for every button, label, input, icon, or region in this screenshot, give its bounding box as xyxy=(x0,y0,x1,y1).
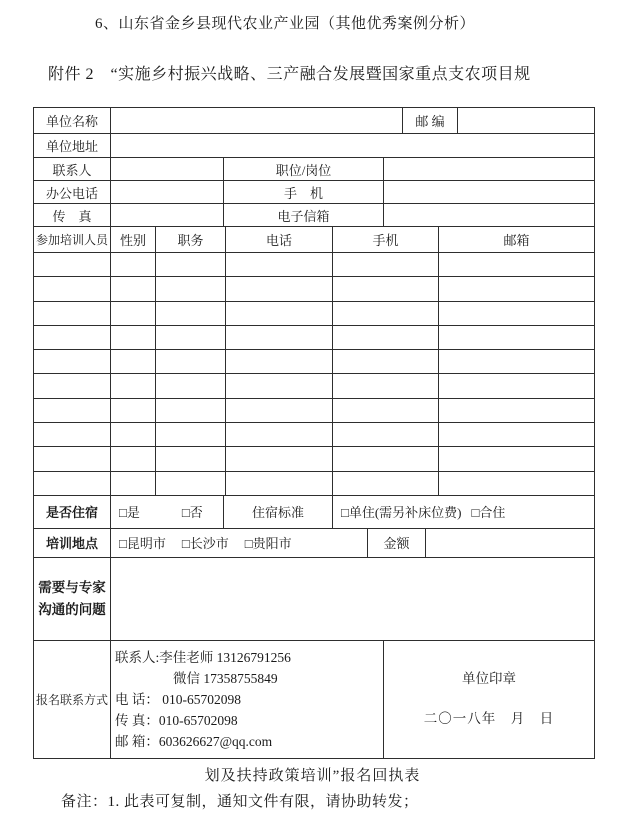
location-guiyang-checkbox[interactable]: □贵阳市 xyxy=(244,536,292,552)
accommodation-single-checkbox[interactable]: □单住(需另补床位费) xyxy=(341,505,462,521)
participant-mobile-field[interactable] xyxy=(333,302,439,326)
accommodation-yes-checkbox[interactable]: □是 xyxy=(119,505,140,521)
participant-mobile-field[interactable] xyxy=(333,472,439,496)
participant-mail-field[interactable] xyxy=(439,423,594,447)
participant-gender-field[interactable] xyxy=(111,472,156,496)
unit-address-label: 单位地址 xyxy=(34,134,111,158)
position-field[interactable] xyxy=(384,158,594,181)
location-label: 培训地点 xyxy=(34,529,111,558)
contact-email-line: 邮 箱：603626627@qq.com xyxy=(115,733,273,749)
participant-gender-field[interactable] xyxy=(111,447,156,471)
email-field[interactable] xyxy=(384,204,594,227)
participant-mobile-field[interactable] xyxy=(333,423,439,447)
participant-mobile-field[interactable] xyxy=(333,326,439,350)
participants-header-row xyxy=(34,227,594,253)
participant-empty-row xyxy=(34,399,594,423)
participant-name-field[interactable] xyxy=(34,447,111,471)
questions-label-line2: 沟通的问题 xyxy=(38,601,106,617)
participant-gender-field[interactable] xyxy=(111,399,156,423)
participant-duty-field[interactable] xyxy=(156,374,226,398)
participant-gender-field[interactable] xyxy=(111,302,156,326)
participant-duty-field[interactable] xyxy=(156,253,226,277)
questions-field[interactable] xyxy=(111,558,594,641)
position-label: 职位/岗位 xyxy=(224,158,384,181)
participant-phone-field[interactable] xyxy=(226,302,333,326)
participant-mobile-field[interactable] xyxy=(333,277,439,301)
participant-name-field[interactable] xyxy=(34,350,111,374)
amount-label: 金额 xyxy=(368,529,426,558)
unit-seal-cell xyxy=(384,641,594,758)
participant-empty-row xyxy=(34,472,594,496)
location-row xyxy=(34,529,594,558)
unit-name-row xyxy=(34,108,594,134)
participant-phone-field[interactable] xyxy=(226,423,333,447)
participant-mail-field[interactable] xyxy=(439,447,594,471)
participant-mobile-field[interactable] xyxy=(333,399,439,423)
unit-name-label: 单位名称 xyxy=(34,108,111,134)
unit-seal-label: 单位印章 xyxy=(462,670,516,686)
participants-label: 参加培训人员 xyxy=(34,227,111,253)
participant-empty-row xyxy=(34,447,594,471)
fax-field[interactable] xyxy=(111,204,224,227)
participant-phone-field[interactable] xyxy=(226,277,333,301)
participant-mail-field[interactable] xyxy=(439,277,594,301)
participant-duty-field[interactable] xyxy=(156,326,226,350)
location-changsha-checkbox[interactable]: □长沙市 xyxy=(181,536,229,552)
contact-wechat-line: 微信 17358755849 xyxy=(173,670,278,686)
case-heading: 6、山东省金乡县现代农业产业园（其他优秀案例分析） xyxy=(95,16,476,32)
contact-label: 联系人 xyxy=(34,158,111,181)
location-options-cell xyxy=(111,529,368,558)
contact-fax-line: 传 真：010-65702098 xyxy=(115,712,238,728)
contact-field[interactable] xyxy=(111,158,224,181)
participant-empty-row xyxy=(34,374,594,398)
participant-phone-field[interactable] xyxy=(226,447,333,471)
participant-duty-field[interactable] xyxy=(156,302,226,326)
participant-name-field[interactable] xyxy=(34,399,111,423)
registration-contact-info xyxy=(111,641,384,758)
participant-duty-field[interactable] xyxy=(156,423,226,447)
participant-gender-field[interactable] xyxy=(111,423,156,447)
registration-form-table xyxy=(33,107,595,759)
gender-header: 性别 xyxy=(111,227,156,253)
registration-contact-label: 报名联系方式 xyxy=(34,641,111,758)
participant-phone-field[interactable] xyxy=(226,326,333,350)
participant-mail-field[interactable] xyxy=(439,302,594,326)
note-line: 备注：1. 此表可复制，通知文件有限，请协助转发； xyxy=(61,794,419,810)
participant-phone-field[interactable] xyxy=(226,472,333,496)
participant-duty-field[interactable] xyxy=(156,277,226,301)
amount-field[interactable] xyxy=(426,529,594,558)
participant-mobile-field[interactable] xyxy=(333,447,439,471)
participant-mobile-field[interactable] xyxy=(333,374,439,398)
participant-mobile-field[interactable] xyxy=(333,253,439,277)
participant-duty-field[interactable] xyxy=(156,399,226,423)
office-phone-field[interactable] xyxy=(111,181,224,204)
participant-name-field[interactable] xyxy=(34,374,111,398)
questions-row xyxy=(34,558,594,641)
questions-label xyxy=(34,558,111,641)
participant-name-field[interactable] xyxy=(34,423,111,447)
phone-header: 电话 xyxy=(226,227,333,253)
fax-row xyxy=(34,204,594,227)
participant-mobile-field[interactable] xyxy=(333,350,439,374)
participant-mail-field[interactable] xyxy=(439,326,594,350)
participant-name-field[interactable] xyxy=(34,302,111,326)
participant-phone-field[interactable] xyxy=(226,350,333,374)
footer-title: 划及扶持政策培训”报名回执表 xyxy=(204,768,421,784)
office-phone-row xyxy=(34,181,594,204)
duty-header: 职务 xyxy=(156,227,226,253)
participant-empty-row xyxy=(34,277,594,301)
participant-name-field[interactable] xyxy=(34,472,111,496)
participant-mail-field[interactable] xyxy=(439,253,594,277)
contact-phone-line: 电 话： 010-65702098 xyxy=(115,691,241,707)
mobile-header: 手机 xyxy=(333,227,439,253)
participant-gender-field[interactable] xyxy=(111,277,156,301)
participant-duty-field[interactable] xyxy=(156,447,226,471)
unit-address-row xyxy=(34,134,594,158)
participant-name-field[interactable] xyxy=(34,277,111,301)
accommodation-row xyxy=(34,496,594,529)
participant-empty-row xyxy=(34,326,594,350)
participant-mail-field[interactable] xyxy=(439,350,594,374)
participant-empty-row xyxy=(34,302,594,326)
participant-empty-row xyxy=(34,423,594,447)
accommodation-shared-checkbox[interactable]: □合住 xyxy=(471,505,506,521)
accommodation-label: 是否住宿 xyxy=(34,496,111,529)
participant-gender-field[interactable] xyxy=(111,326,156,350)
participant-name-field[interactable] xyxy=(34,253,111,277)
participant-mail-field[interactable] xyxy=(439,472,594,496)
office-phone-label: 办公电话 xyxy=(34,181,111,204)
contact-person-line: 联系人:李佳老师 13126791256 xyxy=(115,649,291,665)
date-line: 二〇一八年 月 日 xyxy=(423,710,555,726)
contact-row xyxy=(34,158,594,181)
accommodation-type-cell xyxy=(333,496,594,529)
mail-header: 邮箱 xyxy=(439,227,594,253)
registration-contact-row xyxy=(34,641,594,758)
participant-phone-field[interactable] xyxy=(226,253,333,277)
accommodation-standard-label: 住宿标准 xyxy=(224,496,333,529)
attachment-title: 附件 2 “实施乡村振兴战略、三产融合发展暨国家重点支农项目规 xyxy=(48,66,531,83)
postcode-label: 邮 编 xyxy=(403,108,458,134)
unit-name-field[interactable] xyxy=(111,108,403,134)
unit-address-field[interactable] xyxy=(111,134,594,158)
participant-empty-row xyxy=(34,253,594,277)
participant-phone-field[interactable] xyxy=(226,399,333,423)
accommodation-yesno-cell xyxy=(111,496,224,529)
location-kunming-checkbox[interactable]: □昆明市 xyxy=(119,536,166,552)
participant-phone-field[interactable] xyxy=(226,374,333,398)
participant-gender-field[interactable] xyxy=(111,374,156,398)
participant-gender-field[interactable] xyxy=(111,253,156,277)
questions-label-line1: 需要与专家 xyxy=(38,579,106,595)
participant-gender-field[interactable] xyxy=(111,350,156,374)
participant-duty-field[interactable] xyxy=(156,472,226,496)
participant-empty-row xyxy=(34,350,594,374)
email-label: 电子信箱 xyxy=(224,204,384,227)
mobile-field[interactable] xyxy=(384,181,594,204)
participant-name-field[interactable] xyxy=(34,326,111,350)
participant-duty-field[interactable] xyxy=(156,350,226,374)
accommodation-no-checkbox[interactable]: □否 xyxy=(181,505,203,521)
postcode-field[interactable] xyxy=(458,108,594,134)
mobile-label: 手 机 xyxy=(224,181,384,204)
participant-mail-field[interactable] xyxy=(439,374,594,398)
participant-mail-field[interactable] xyxy=(439,399,594,423)
fax-label: 传 真 xyxy=(34,204,111,227)
